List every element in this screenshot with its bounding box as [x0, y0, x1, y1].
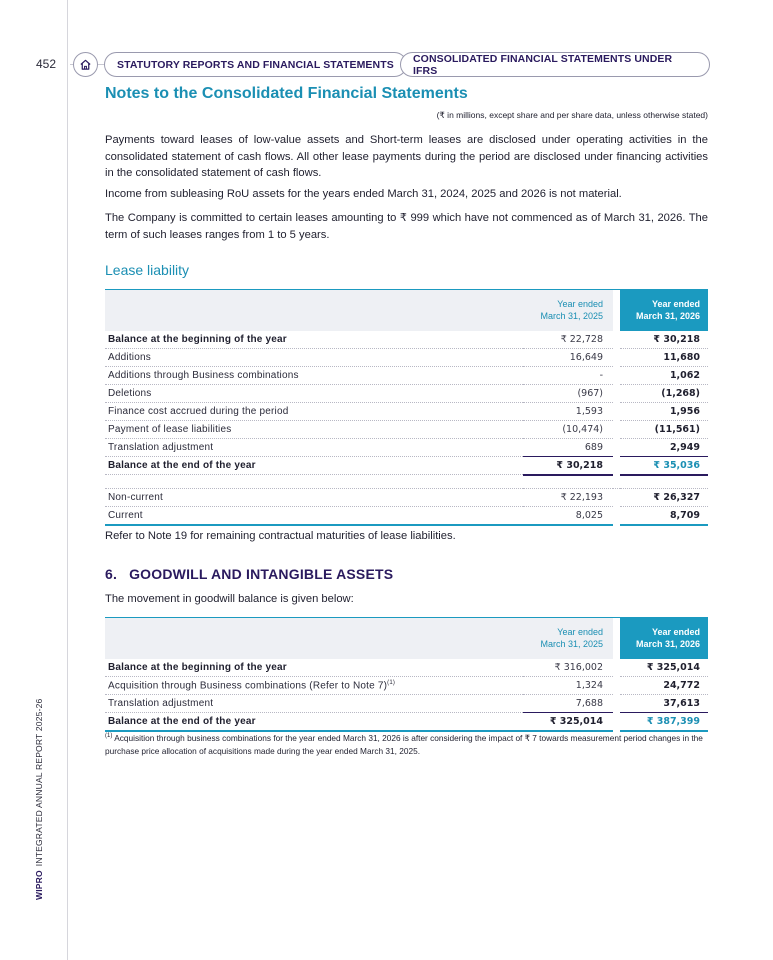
table-row-total [105, 713, 708, 731]
table-header-row [105, 618, 708, 659]
value-2026: 37,613 [620, 695, 708, 713]
lease-liability-heading: Lease liability [105, 262, 190, 278]
row-label: Non-current [105, 489, 523, 507]
value-2026: 24,772 [620, 677, 708, 695]
value-2026: ₹ 35,036 [620, 457, 708, 475]
side-report-label [34, 699, 44, 900]
column-header-2026: Year ended March 31, 2026 [620, 618, 708, 659]
value-2025: - [523, 367, 613, 385]
value-2025: ₹ 325,014 [523, 713, 613, 731]
home-button[interactable] [73, 52, 98, 77]
value-2026: ₹ 387,399 [620, 713, 708, 731]
footnote-mark: (1) [105, 733, 113, 739]
row-label: Translation adjustment [105, 695, 523, 713]
value-2026: 2,949 [620, 439, 708, 457]
column-header-2025: Year ended March 31, 2025 [523, 290, 613, 331]
section-header-nav [70, 52, 710, 76]
side-brand: WIPRO [34, 870, 44, 900]
lease-liability-table [105, 289, 708, 526]
paragraph-subleasing: Income from subleasing RoU assets for the years ended March 31, 2024, 2025 and 2026 is not material. [105, 188, 622, 200]
row-label: Translation adjustment [105, 439, 523, 457]
table-spacer [105, 475, 708, 489]
value-2025: (967) [523, 385, 613, 403]
goodwill-intro: The movement in goodwill balance is given below: [105, 593, 354, 605]
table-row [105, 385, 708, 403]
table-row [105, 421, 708, 439]
column-header-2025: Year ended March 31, 2025 [523, 618, 613, 659]
row-label: Balance at the end of the year [105, 457, 523, 475]
value-2026: (11,561) [620, 421, 708, 439]
value-2026: ₹ 30,218 [620, 331, 708, 349]
table-header-row [105, 290, 708, 331]
value-2025: 1,324 [523, 677, 613, 695]
row-label: Deletions [105, 385, 523, 403]
value-2026: 1,062 [620, 367, 708, 385]
page-number: 452 [36, 57, 57, 71]
table-row-total [105, 457, 708, 475]
section-heading-text: GOODWILL AND INTANGIBLE ASSETS [129, 566, 394, 582]
units-note: (₹ in millions, except share and per share data, unless otherwise stated) [436, 110, 708, 120]
table-row [105, 507, 708, 525]
column-header-2026: Year ended March 31, 2026 [620, 290, 708, 331]
value-2025: 16,649 [523, 349, 613, 367]
table-row [105, 677, 708, 695]
table-row [105, 439, 708, 457]
value-2026: 8,709 [620, 507, 708, 525]
row-label: Balance at the beginning of the year [105, 659, 523, 677]
value-2026: ₹ 325,014 [620, 659, 708, 677]
paragraph-lease-commitments: The Company is committed to certain leases amounting to ₹ 999 which have not commenced as of March 31, 2026. The term of such leases ranges from 1 to 5 years. [105, 212, 708, 241]
value-2025: ₹ 316,002 [523, 659, 613, 677]
footnote-ref: (1) [387, 679, 396, 686]
footnote-text: Acquisition through business combinations for the year ended March 31, 2026 is after considering the impact of ₹ 7 towards measurement period changes in the purchase price allocation of acquisitions made during the year ended March 31, 2025. [105, 732, 703, 756]
header-blank [105, 618, 523, 659]
value-2026: 1,956 [620, 403, 708, 421]
table-row [105, 695, 708, 713]
row-label: Finance cost accrued during the period [105, 403, 523, 421]
table-row [105, 403, 708, 421]
table-row [105, 367, 708, 385]
goodwill-table [105, 617, 708, 732]
margin-rule [67, 0, 68, 960]
table-row [105, 659, 708, 677]
row-label: Balance at the end of the year [105, 713, 523, 731]
home-icon [79, 58, 92, 71]
table-row [105, 349, 708, 367]
row-label: Additions through Business combinations [105, 367, 523, 385]
header-blank [105, 290, 523, 331]
goodwill-section-heading [105, 566, 393, 582]
row-label: Acquisition through Business combinations (Refer to Note 7)$^{(1)}$ [105, 677, 523, 695]
row-label: Balance at the beginning of the year [105, 331, 523, 349]
value-2026: (1,268) [620, 385, 708, 403]
table-row [105, 331, 708, 349]
value-2025: 1,593 [523, 403, 613, 421]
row-label: Additions [105, 349, 523, 367]
value-2025: 7,688 [523, 695, 613, 713]
value-2025: (10,474) [523, 421, 613, 439]
tab-consolidated-ifrs[interactable]: CONSOLIDATED FINANCIAL STATEMENTS UNDER IFRS [400, 52, 710, 77]
value-2026: 11,680 [620, 349, 708, 367]
value-2025: ₹ 22,728 [523, 331, 613, 349]
row-label: Current [105, 507, 523, 525]
tab-statutory-reports[interactable]: STATUTORY REPORTS AND FINANCIAL STATEMENTS [104, 52, 407, 77]
footnote [105, 730, 708, 758]
value-2025: 689 [523, 439, 613, 457]
page-title: Notes to the Consolidated Financial Statements [105, 85, 468, 102]
value-2025: 8,025 [523, 507, 613, 525]
section-number: 6. [105, 566, 118, 582]
value-2025: ₹ 30,218 [523, 457, 613, 475]
side-report-title: INTEGRATED ANNUAL REPORT 2025-26 [34, 698, 44, 867]
refer-note: Refer to Note 19 for remaining contractual maturities of lease liabilities. [105, 530, 456, 542]
row-label: Payment of lease liabilities [105, 421, 523, 439]
value-2025: ₹ 22,193 [523, 489, 613, 507]
paragraph-lease-payments: Payments toward leases of low-value assets and Short-term leases are disclosed under operating activities in the consolidated statement of cash flows. All other lease payments during the period are disclosed under financing activities in the consolidated statement of cash flows. [105, 134, 708, 179]
value-2026: ₹ 26,327 [620, 489, 708, 507]
table-row [105, 489, 708, 507]
